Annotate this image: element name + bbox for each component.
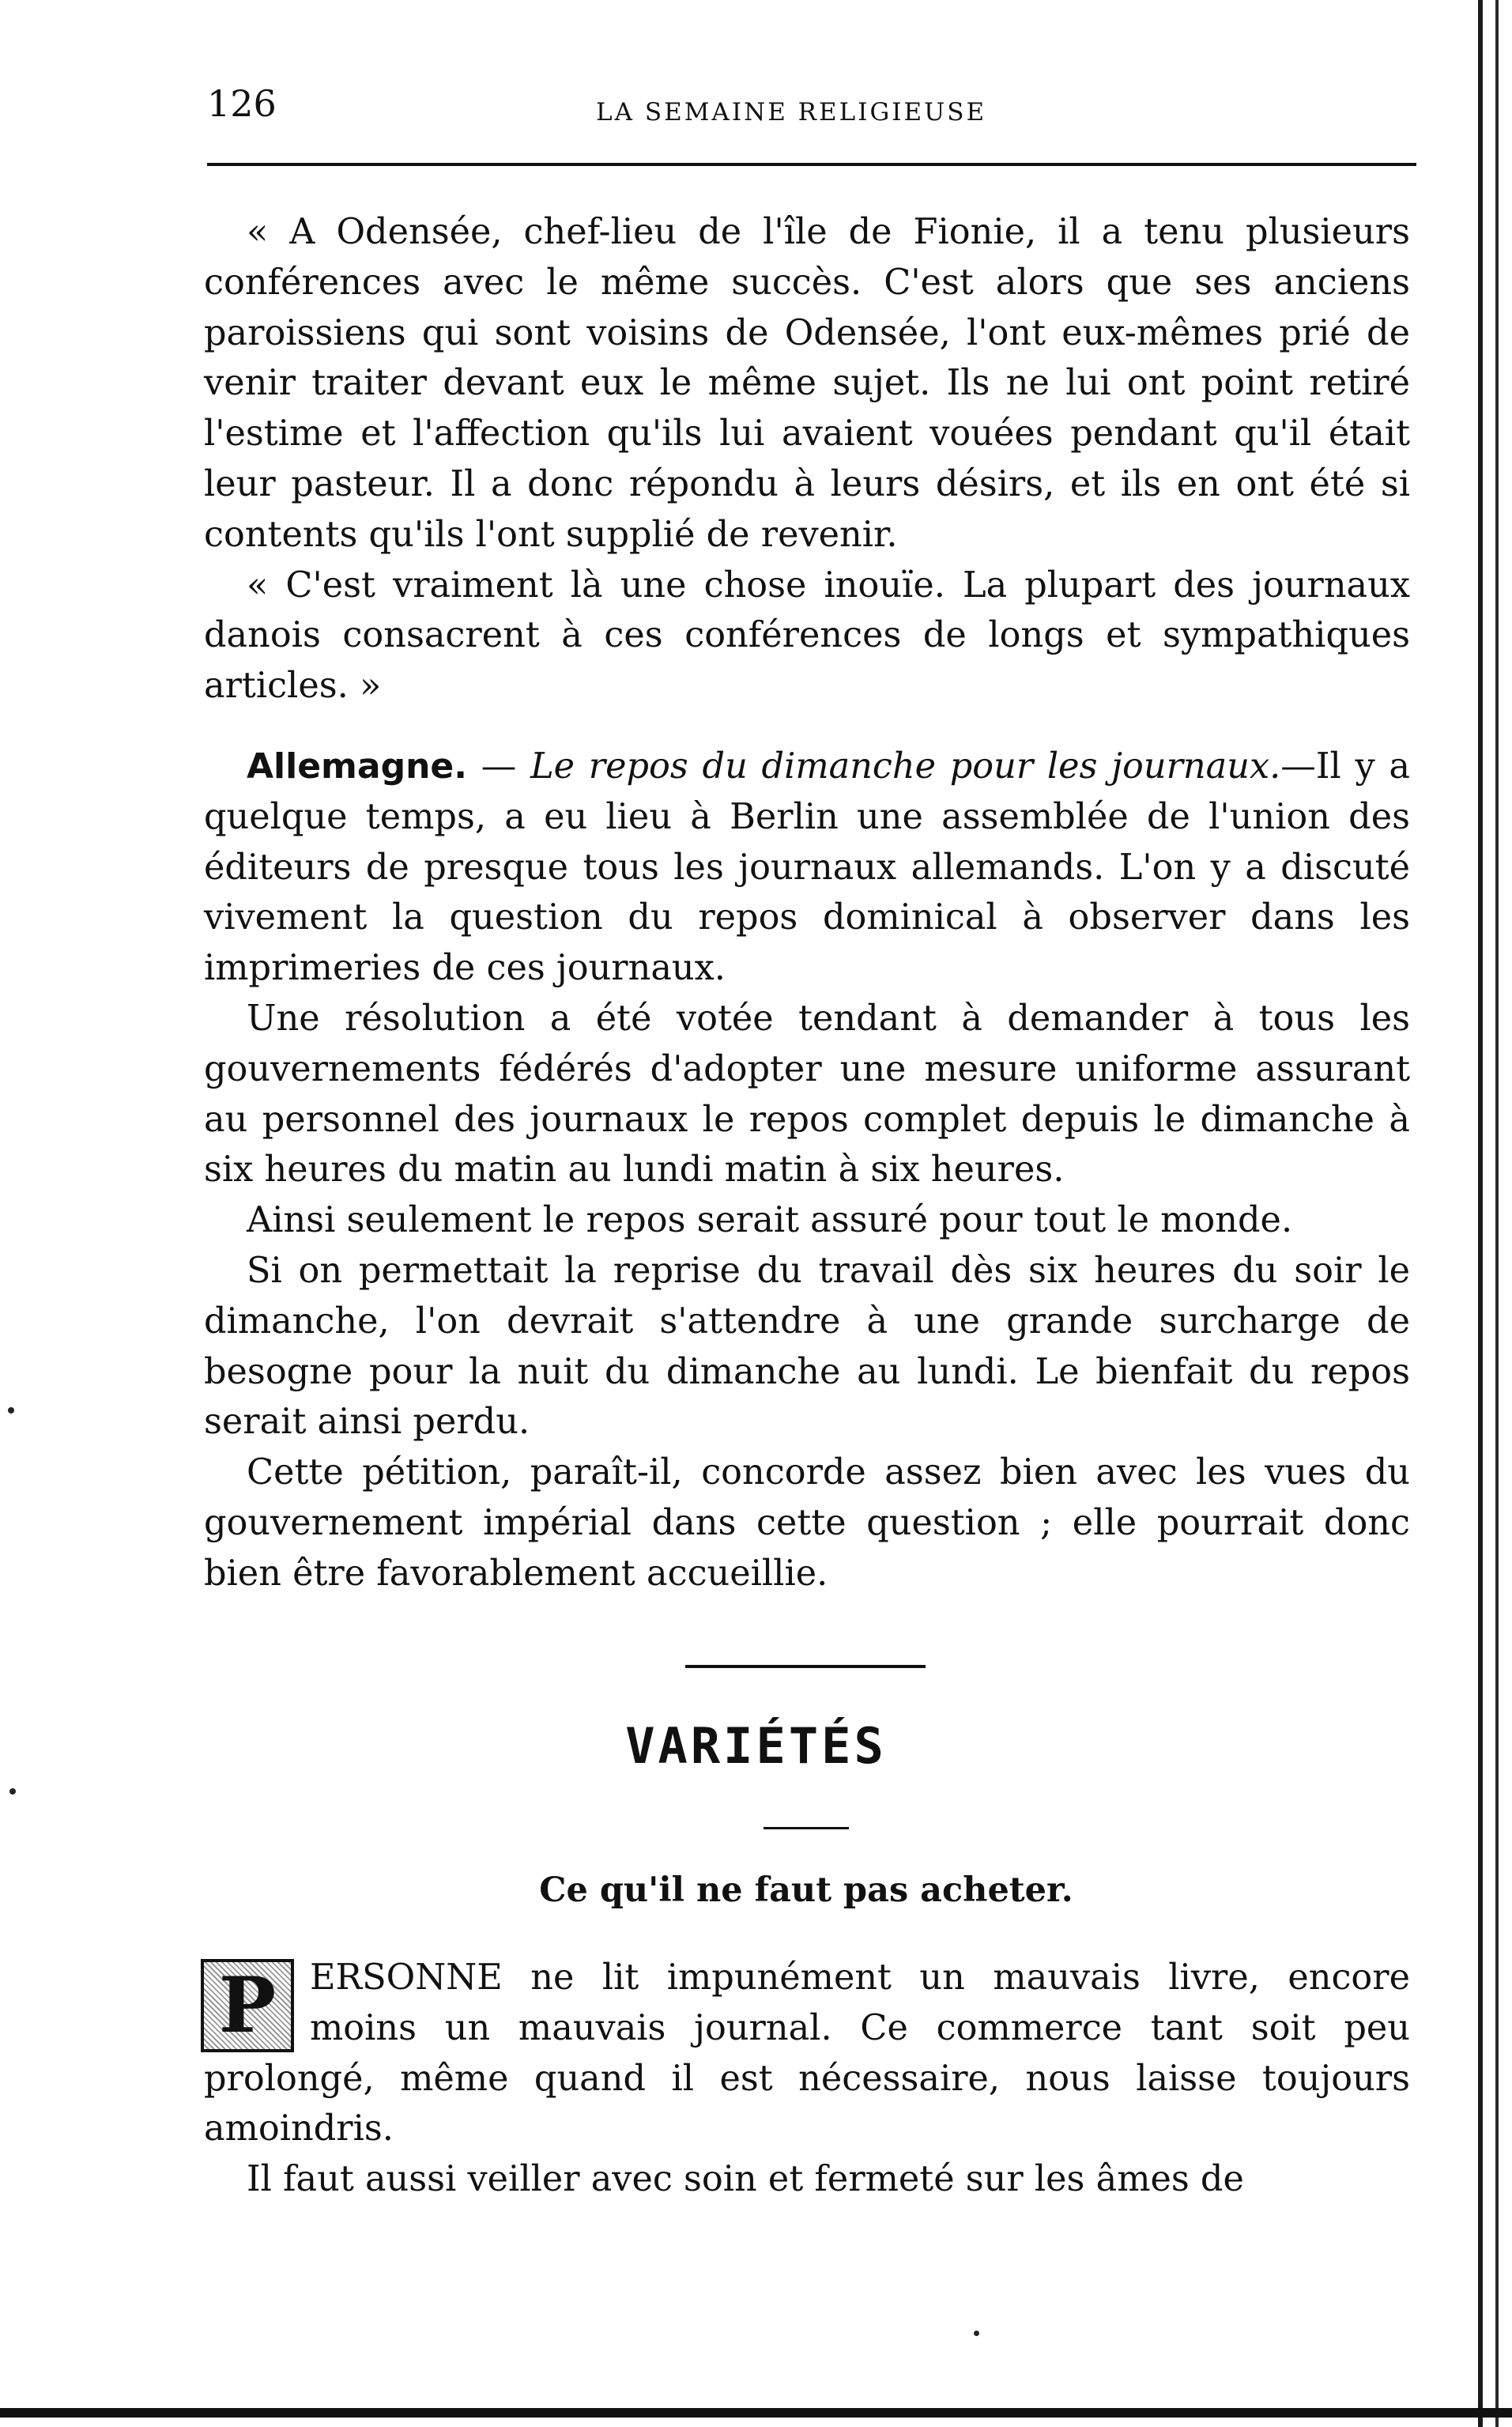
scan-border-right-inner: [1495, 0, 1499, 2427]
page-number: 126: [207, 82, 277, 125]
scan-border-right: [1478, 0, 1483, 2427]
page-header: [207, 82, 1416, 145]
scan-speck: [8, 1407, 14, 1414]
running-title: LA SEMAINE RELIGIEUSE: [596, 98, 987, 126]
section-title: VARIÉTÉS: [625, 1717, 887, 1775]
text-block-denmark: [204, 207, 1410, 711]
section-divider: [685, 1665, 926, 1668]
scan-speck: [9, 1788, 16, 1795]
paragraph: Il faut aussi veiller avec soin et fermeté sur les âmes de: [247, 2158, 1244, 2200]
paragraph: [204, 1953, 1410, 2154]
text-block-germany: [204, 742, 1410, 1599]
paragraph: « A Odensée, chef-lieu de l'île de Fionie, il a tenu plusieurs conférences avec le même succès. C'est alors que ses anciens paroissiens qui sont voisins de Odensée, l'ont eux-mêmes prié de venir traiter devant eux le même sujet. Ils ne lui ont point retiré l'estime et l'affection qu'ils lui avaient vouées pendant qu'il était leur pasteur. Il a donc répondu à leurs désirs, et ils en ont été si contents qu'ils l'ont supplié de revenir.: [204, 211, 1410, 555]
article-title: Ce qu'il ne faut pas acheter.: [539, 1870, 1073, 1910]
header-rule: [207, 163, 1416, 166]
section-divider-short: [764, 1827, 849, 1829]
text-block-article: [204, 1953, 1410, 2205]
paragraph-text: ERSONNE ne lit impunément un mauvais livre, encore moins un mauvais journal. Ce commerce tant soit peu prolongé, même quand il est nécessaire, nous laisse toujours amoindris.: [204, 1957, 1410, 2150]
country-heading: Allemagne.: [247, 746, 467, 787]
news-subject: Le repos du dimanche pour les journaux.: [530, 745, 1281, 787]
paragraph: Ainsi seulement le repos serait assuré pour tout le monde.: [247, 1199, 1293, 1241]
paragraph: [204, 742, 1410, 994]
paragraph: Si on permettait la reprise du travail dès six heures du soir le dimanche, l'on devrait s'attendre à une grande surcharge de besogne pour la nuit du dimanche au lundi. Le bienfait du repos serait ainsi perdu.: [204, 1249, 1410, 1443]
dropcap-letter: P: [218, 1961, 277, 2050]
paragraph-text: —Il y a quelque temps, a eu lieu à Berlin une assemblée de l'union des éditeurs de presque tous les journaux allemands. L'on y a discuté vivement la question du repos dominical à observer dans les imprimeries de ces journaux.: [204, 745, 1410, 989]
paragraph: Une résolution a été votée tendant à demander à tous les gouvernements fédérés d'adopter une mesure uniforme assurant au personnel des journaux le repos complet depuis le dimanche à six heures du matin au lundi matin à six heures.: [204, 997, 1410, 1191]
paragraph: « C'est vraiment là une chose inouïe. La plupart des journaux danois consacrent à ces conférences de longs et sympathiques articles. »: [204, 564, 1410, 707]
paragraph: Cette pétition, paraît-il, concorde assez bien avec les vues du gouvernement impérial dans cette question ; elle pourrait donc bien être favorablement accueillie.: [204, 1451, 1410, 1594]
dropcap: [201, 1959, 294, 2052]
scan-speck: [974, 2331, 979, 2336]
scan-border-bottom: [0, 2408, 1512, 2418]
heading-dash: —: [466, 745, 531, 787]
